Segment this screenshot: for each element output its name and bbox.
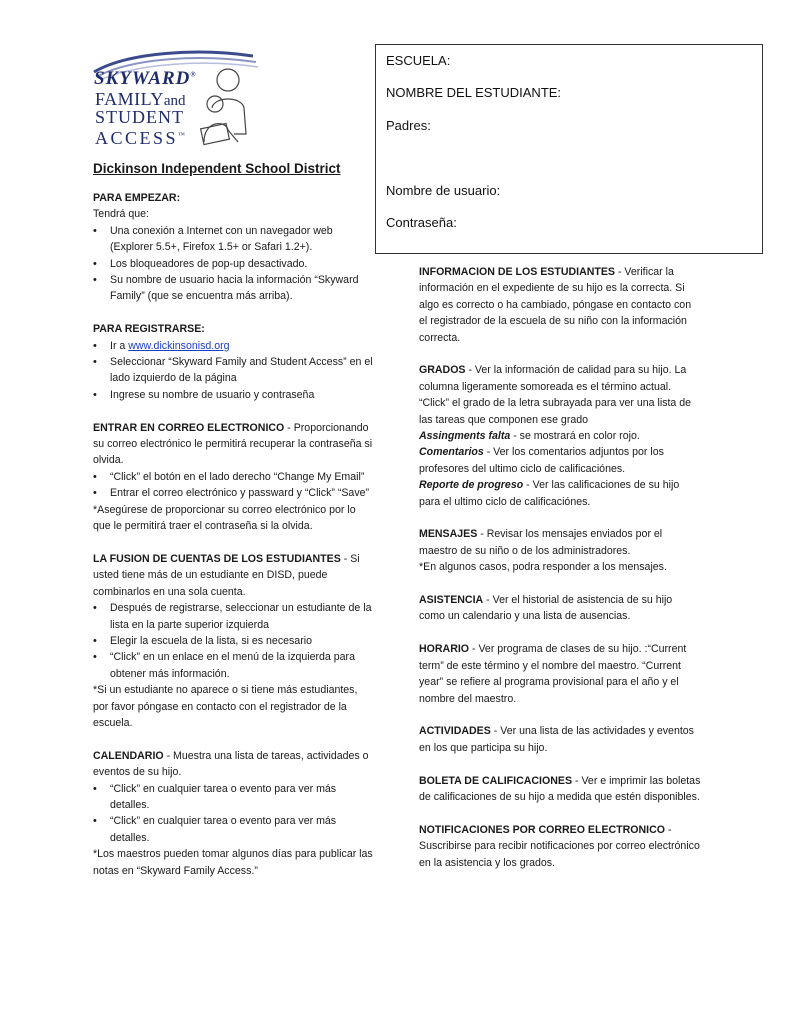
section-messages [419,526,701,575]
logo-student-text: STUDENT [95,107,184,127]
section-paragraph: BOLETA DE CALIFICACIONES - Ver e imprimir las boletas de calificaciones de su hijo a medida que estén disponibles. [419,774,701,803]
section-start [93,190,375,305]
list-item: • Elegir la escuela de la lista, si es necesario [93,633,375,649]
bullet-list [93,469,375,502]
section-paragraph: LA FUSION DE CUENTAS DE LOS ESTUDIANTES - Si usted tiene más de un estudiante en DISD, puede combinarlos en una sola cuenta. [93,552,360,598]
section-paragraph: HORARIO - Ver programa de clases de su hijo. :“Current term” de este término y el nombre del maestro. “Current year” se refiere al programa provisional para el año y el nombre del maestro. [419,643,687,705]
parents-label: Padres: [386,118,431,133]
list-item: • “Click” en un enlace en el menú de la izquierda para obtener más información. [93,649,375,682]
section-notifications [419,822,701,871]
username-label: Nombre de usuario: [386,183,501,198]
missing-assignments-line: Assingments falta - se mostrará en color rojo. [419,430,640,443]
section-heading: MENSAJES [419,528,478,541]
list-item: • Entrar el correo electrónico y passward y “Click” “Save” [93,485,375,501]
list-item: • Una conexión a Internet con un navegador web (Explorer 5.5+, Firefox 1.5+ or Safari 1.2+). [93,223,375,256]
section-paragraph: GRADOS - Ver la información de calidad para su hijo. La columna ligeramente somoreada es el término actual. “Click” el grado de la letra subrayada para ver una lista de las tareas que componen ese grado [419,364,692,426]
list-item: • Los bloqueadores de pop-up desactivado. [93,256,375,272]
left-column [93,160,375,895]
section-merge [93,551,375,731]
skyward-logo [88,46,260,154]
section-heading: LA FUSION DE CUENTAS DE LOS ESTUDIANTES [93,552,341,565]
section-email [93,420,375,535]
section-heading: BOLETA DE CALIFICACIONES [419,774,573,787]
progress-report-line: Reporte de progreso - Ver las calificaciones de su hijo para el ultimo ciclo de calificaciónes. [419,479,680,508]
bullet-list [93,338,375,404]
section-heading: ENTRAR EN CORREO ELECTRONICO [93,421,285,434]
section-activities [419,723,701,756]
section-note: *Si un estudiante no aparece o si tiene más estudiantes, por favor póngase en contacto con el registrador de la escuela. [93,684,358,729]
section-heading: INFORMACION DE LOS ESTUDIANTES [419,266,615,278]
section-report-card [419,773,701,806]
section-note: *En algunos casos, podra responder a los mensajes. [419,561,667,574]
section-attendance [419,592,701,625]
section-paragraph: NOTIFICACIONES POR CORREO ELECTRONICO - Suscribirse para recibir notificaciones por correo electrónico en la asistencia y los grados. [419,823,700,869]
section-paragraph: ACTIVIDADES - Ver una lista de las actividades y eventos en los que participa su hijo. [419,725,694,754]
section-heading: CALENDARIO [93,749,164,762]
list-item: • “Click” en cualquier tarea o evento para ver más detalles. [93,781,375,814]
district-title: Dickinson Independent School District [93,161,341,176]
section-calendar [93,748,375,879]
section-heading: PARA REGISTRARSE: [93,323,205,336]
list-item: • Ingrese su nombre de usuario y contraseña [93,387,375,403]
logo-skyward-text: SKYWARD® [94,68,197,89]
section-heading: PARA EMPEZAR: [93,192,181,204]
list-item: • Su nombre de usuario hacia la información “Skyward Family” (que se encuentra más arriba). [93,272,375,305]
school-label: ESCUELA: [386,53,451,68]
section-heading: GRADOS [419,364,466,377]
section-schedule [419,641,701,707]
district-website-link[interactable]: www.dickinsonisd.org [128,339,230,352]
section-intro: Tendrá que: [93,208,149,221]
section-paragraph: MENSAJES - Revisar los mensajes enviados por el maestro de su niño o de los administradores. [419,528,663,557]
section-note: *Los maestros pueden tomar algunos días para publicar las notas en “Skyward Family Access.” [93,848,373,877]
bullet-list [93,781,375,847]
logo-access-text: ACCESS™ [95,128,188,148]
family-figure-icon [198,64,258,148]
section-note: *Asegúrese de proporcionar su correo electrónico por lo que le permitirá traer el contraseña si la olvida. [93,503,356,533]
list-item: • “Click” el botón en el lado derecho “Change My Email” [93,469,375,485]
bullet-list [93,600,375,682]
section-paragraph: INFORMACION DE LOS ESTUDIANTES - Verificar la información en el expediente de su hijo es la correcta. Si algo es correcto o ha cambiado, póngase en contacto con el registrador de la escuela de su niño con la información correcta. [419,266,692,344]
section-heading: ACTIVIDADES [419,725,491,738]
list-item: • Seleccionar “Skyward Family and Student Access” en el lado izquierdo de la página [93,354,375,387]
comments-line: Comentarios - Ver los comentarios adjuntos por los profesores del ultimo ciclo de calificaciónes. [419,446,664,475]
list-item: • Después de registrarse, seleccionar un estudiante de la lista en la parte superior izquierda [93,600,375,633]
logo-family-text: FAMILYand [95,89,186,109]
section-paragraph: ENTRAR EN CORREO ELECTRONICO - Proporcionando su correo electrónico le permitirá recuperar la contraseña si olvida. [93,421,373,467]
section-student-info [419,264,701,346]
section-paragraph: CALENDARIO - Muestra una lista de tareas, actividades o eventos de su hijo. [93,749,369,779]
password-label: Contraseña: [386,215,457,230]
section-heading: NOTIFICACIONES POR CORREO ELECTRONICO [419,823,666,836]
right-column [419,264,701,887]
section-heading: ASISTENCIA [419,594,484,607]
list-item: • Ir a www.dickinsonisd.org [93,338,375,354]
bullet-list [93,223,375,305]
section-grades [419,362,701,510]
section-paragraph: ASISTENCIA - Ver el historial de asistencia de su hijo como un calendario y una lista de ausencias. [419,594,673,623]
student-info-box [375,44,763,254]
section-heading: HORARIO [419,643,470,656]
student-name-label: NOMBRE DEL ESTUDIANTE: [386,85,562,100]
section-register [93,321,375,403]
list-item: • “Click” en cualquier tarea o evento para ver más detalles. [93,813,375,846]
